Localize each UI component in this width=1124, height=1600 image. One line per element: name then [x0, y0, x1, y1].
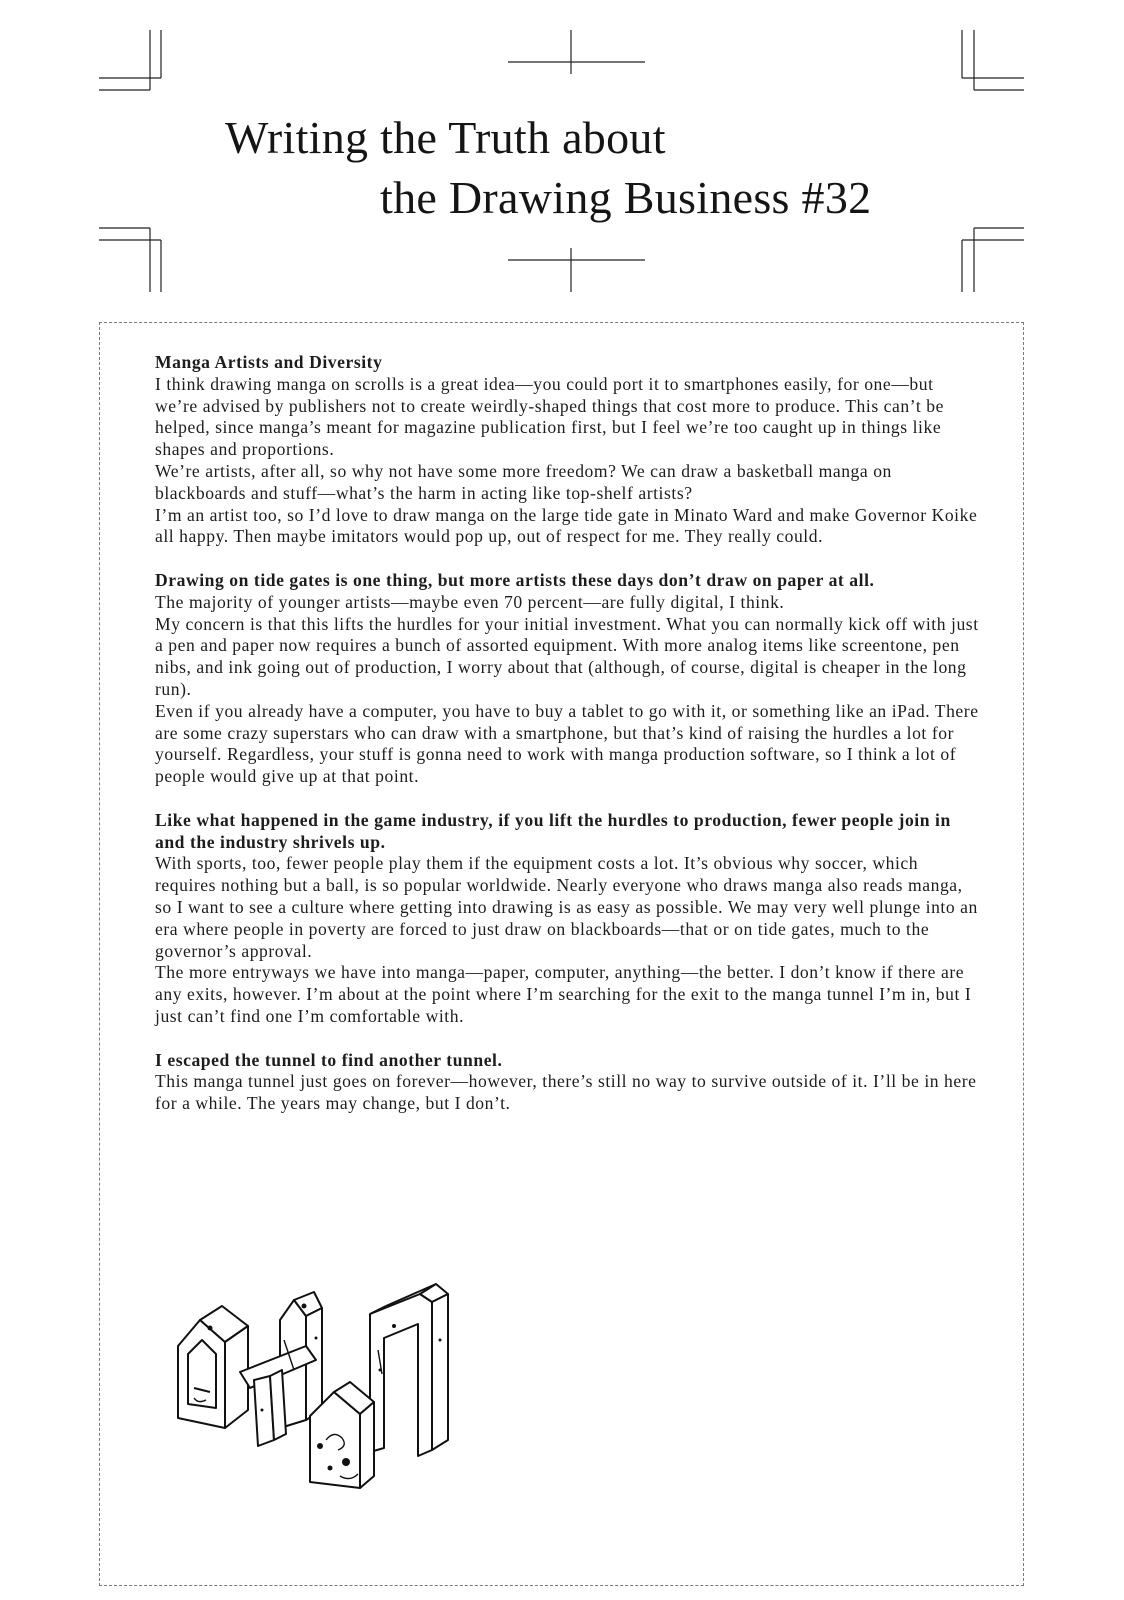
section: [155, 570, 980, 788]
title-line-1: Writing the Truth about: [225, 112, 666, 163]
section: [155, 1050, 980, 1115]
paragraph: This manga tunnel just goes on forever—however, there’s still no way to survive outside of it. I’ll be in here for a while. The years may change, but I don’t.: [155, 1071, 977, 1114]
paragraph: My concern is that this lifts the hurdles for your initial investment. What you can normally kick off with just a pen and paper now requires a bunch of assorted equipment. With more analog items like screentone, pen nibs, and ink going out of production, I worry about that (although, of course, digital is cheaper in the long run).: [155, 613, 979, 699]
title-line-2: the Drawing Business #32: [380, 172, 872, 223]
section-heading: I escaped the tunnel to find another tunnel.: [155, 1049, 503, 1070]
paragraph: Even if you already have a computer, you have to buy a tablet to go with it, or something like an iPad. There are some crazy superstars who can draw with a smartphone, but that’s kind of raising the hurdles a lot for yourself. Regardless, your stuff is gonna need to work with manga production software, so I think a lot of people would give up at that point.: [155, 700, 979, 787]
page-title: [0, 100, 1124, 230]
paragraph: We’re artists, after all, so why not have some more freedom? We can draw a basketball manga on blackboards and stuff—what’s the harm in acting like top-shelf artists?: [155, 460, 892, 503]
paragraph: With sports, too, fewer people play them if the equipment costs a lot. It’s obvious why soccer, which requires nothing but a ball, is so popular worldwide. Nearly everyone who draws manga also reads manga, so I want to see a culture where getting into drawing is as easy as possible. We may very well plunge into an era where people in poverty are forced to just draw on blackboards—that or on tide gates, much to the governor’s approval.: [155, 853, 978, 961]
paragraph: The majority of younger artists—maybe even 70 percent—are fully digital, I think.: [155, 591, 785, 612]
section: [155, 352, 980, 548]
section-heading: Like what happened in the game industry, if you lift the hurdles to production, fewer people join in and the industry shrivels up.: [155, 809, 951, 852]
article-body: [155, 352, 980, 1137]
paragraph: I think drawing manga on scrolls is a great idea—you could port it to smartphones easily, for one—but we’re advised by publishers not to create weirdly-shaped things that cost more to produce. This can’t be helped, since manga’s meant for magazine publication first, but I feel we’re too caught up in things like shapes and proportions.: [155, 373, 944, 460]
section-heading: Manga Artists and Diversity: [155, 352, 383, 372]
paragraph: The more entryways we have into manga—paper, computer, anything—the better. I don’t know if there are any exits, however. I’m about at the point where I’m searching for the exit to the manga tunnel I’m in, but I just can’t find one I’m comfortable with.: [155, 962, 972, 1026]
section-heading: Drawing on tide gates is one thing, but more artists these days don’t draw on paper at all.: [155, 569, 875, 590]
tunnel-blocks-illustration: [170, 1280, 470, 1520]
paragraph: I’m an artist too, so I’d love to draw manga on the large tide gate in Minato Ward and make Governor Koike all happy. Then maybe imitators would pop up, out of respect for me. They really could.: [155, 504, 978, 547]
section: [155, 810, 980, 1028]
